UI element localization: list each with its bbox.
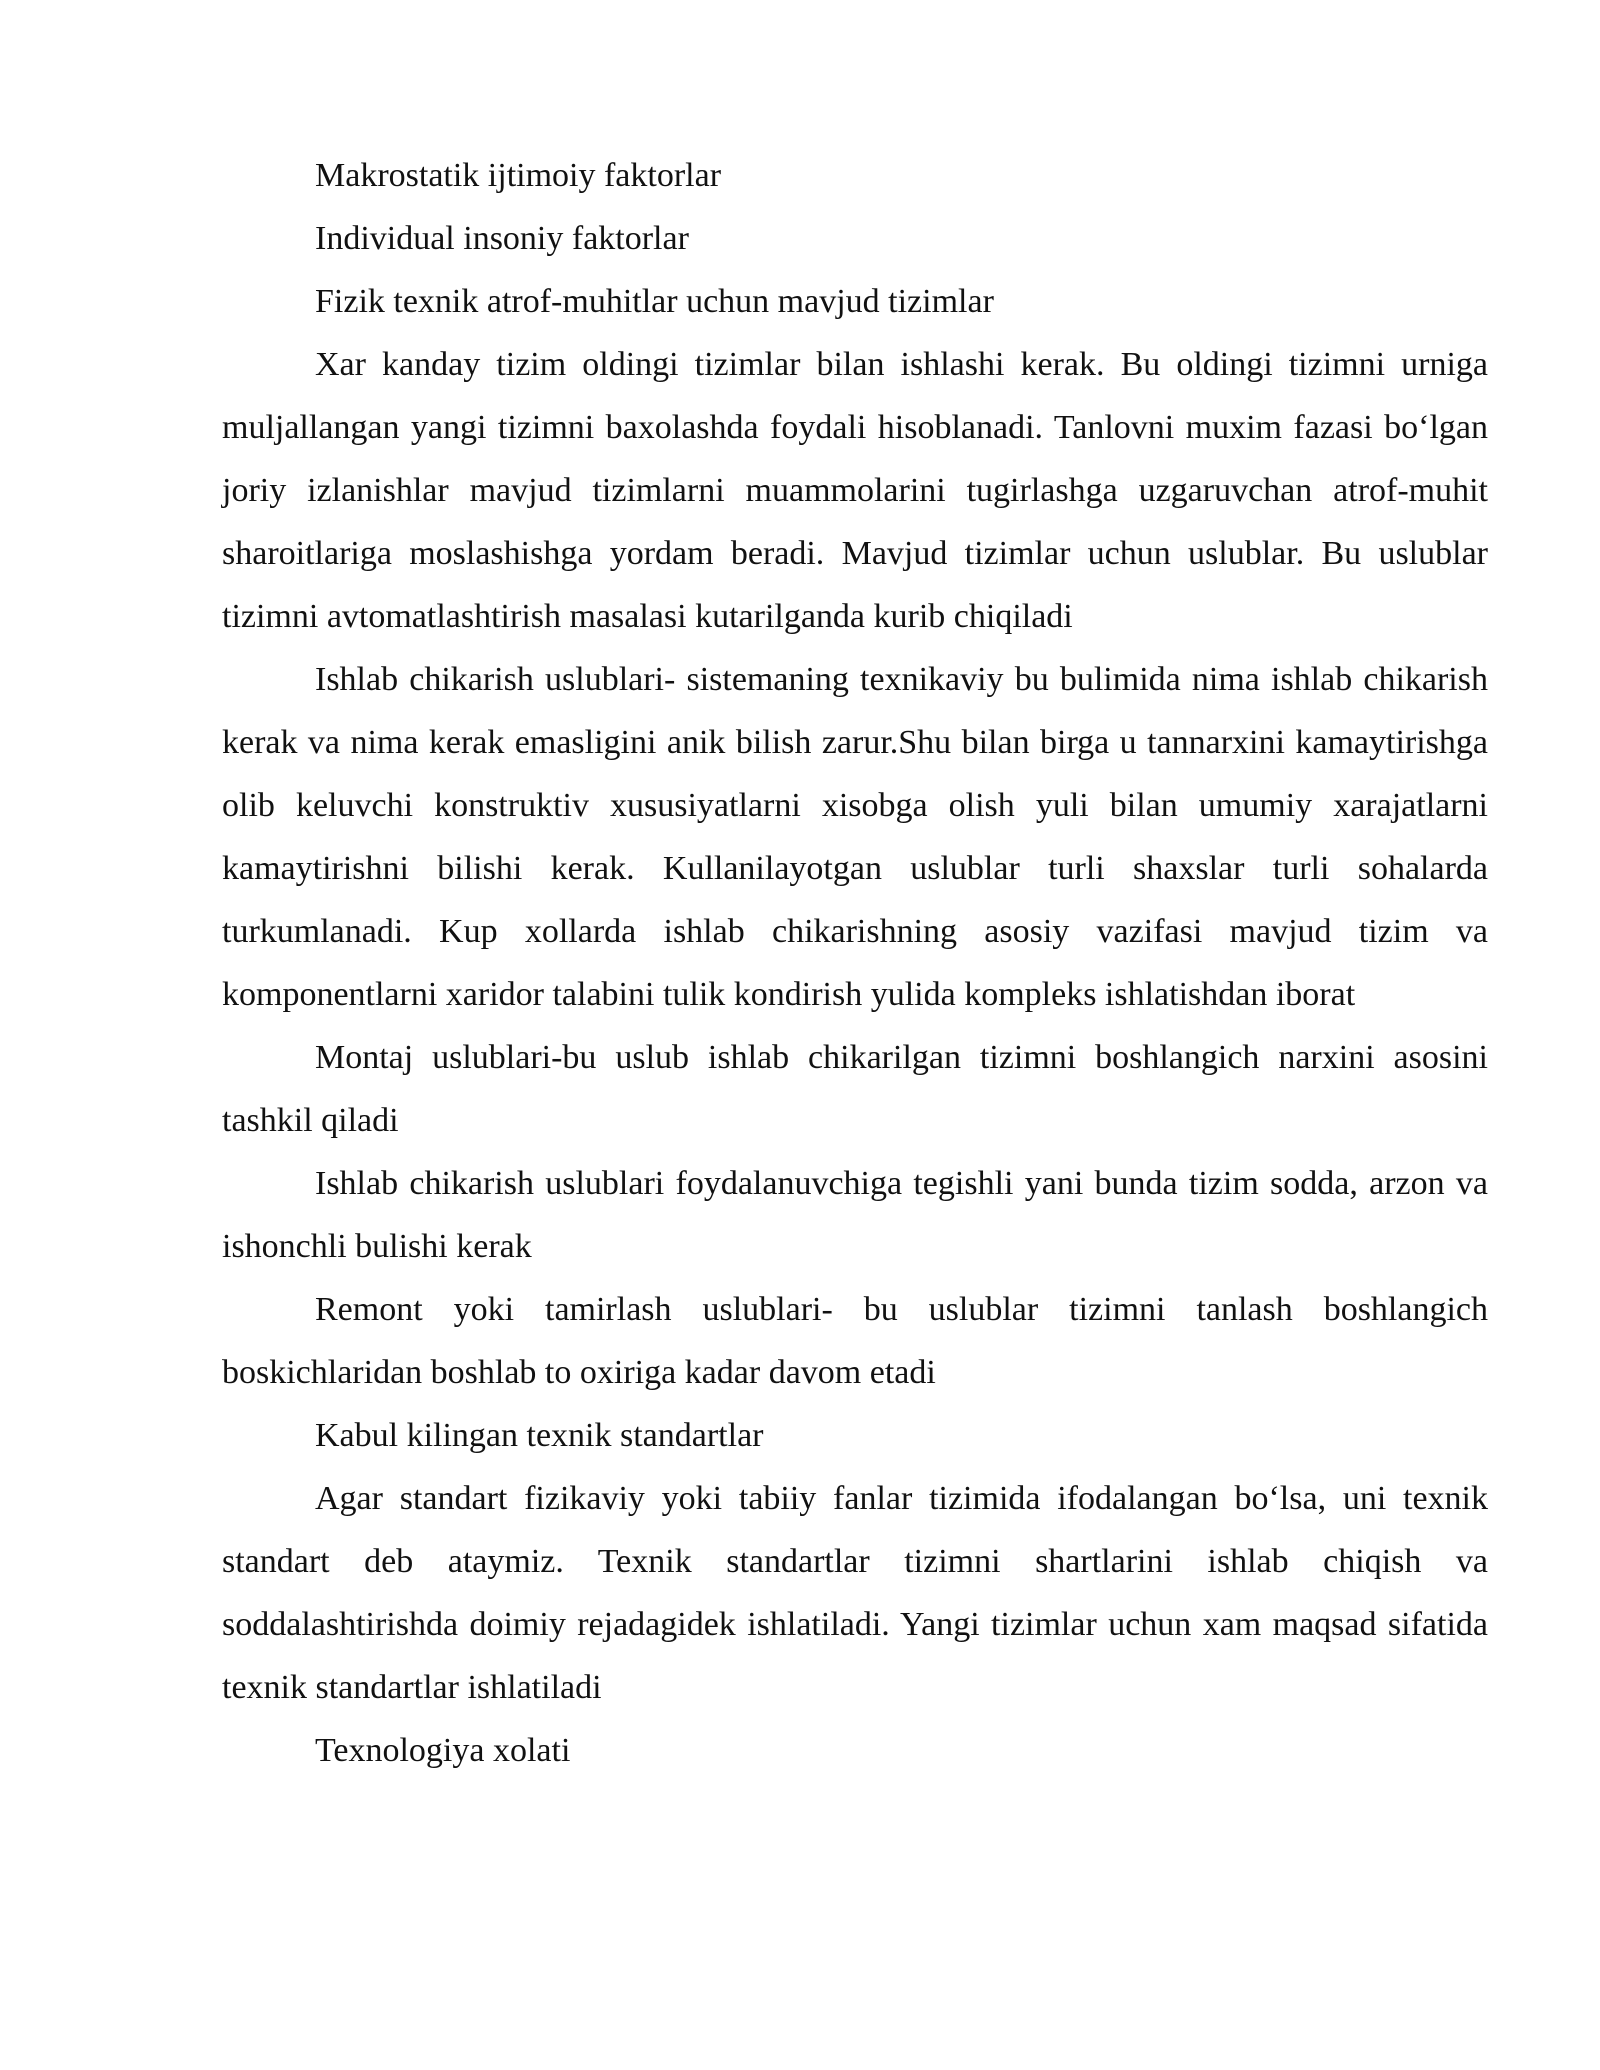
paragraph-assembly-methods: Montaj uslublari-bu uslub ishlab chikarilgan tizimni boshlangich narxini asosini tashkil qiladi [222,1039,1488,1139]
paragraph-technical-standards: Agar standart fizikaviy yoki tabiiy fanlar tizimida ifodalangan bo‘lsa, uni texnik standart deb ataymiz. Texnik standartlar tizimni shartlarini ishlab chiqish va soddalashtirishda doimiy rejadagidek ishlatiladi. Yangi tizimlar uchun xam maqsad sifatida texnik standartlar ishlatiladi [222,1480,1488,1706]
paragraph-user-methods: Ishlab chikarish uslublari foydalanuvchiga tegishli yani bunda tizim sodda, arzon va ishonchli bulishi kerak [222,1165,1488,1265]
paragraph-physical-systems: Fizik texnik atrof-muhitlar uchun mavjud tizimlar [315,283,994,320]
paragraph-production-methods: Ishlab chikarish uslublari- sistemaning texnikaviy bu bulimida nima ishlab chikarish kerak va nima kerak emasligini anik bilish zarur.Shu bilan birga u tannarxini kamaytirishga olib keluvchi konstruktiv xususiyatlarni xisobga olish yuli bilan umumiy xarajatlarni kamaytirishni bilishi kerak. Kullanilayotgan uslublar turli shaxslar turli sohalarda turkumlanadi. Kup xollarda ishlab chikarishning asosiy vazifasi mavjud tizim va komponentlarni xaridor talabini tulik kondirish yulida kompleks ishlatishdan iborat [222,661,1488,1013]
paragraph-technology-state: Texnologiya xolati [315,1732,571,1769]
paragraph-repair-methods: Remont yoki tamirlash uslublari- bu uslublar tizimni tanlash boshlangich boskichlaridan boshlab to oxiriga kadar davom etadi [222,1291,1488,1391]
paragraph-individual-factors: Individual insoniy faktorlar [315,220,689,257]
paragraph-accepted-standards: Kabul kilingan texnik standartlar [315,1417,764,1454]
paragraph-macrostatic-factors: Makrostatik ijtimoiy faktorlar [315,157,722,194]
paragraph-existing-systems: Xar kanday tizim oldingi tizimlar bilan ishlashi kerak. Bu oldingi tizimni urniga muljallangan yangi tizimni baxolashda foydali hisoblanadi. Tanlovni muxim fazasi bo‘lgan joriy izlanishlar mavjud tizimlarni muammolarini tugirlashga uzgaruvchan atrof-muhit sharoitlariga moslashishga yordam beradi. Mavjud tizimlar uchun uslublar. Bu uslublar tizimni avtomatlashtirish masalasi kutarilganda kurib chiqiladi [222,346,1488,635]
document-body [222,144,1488,1782]
